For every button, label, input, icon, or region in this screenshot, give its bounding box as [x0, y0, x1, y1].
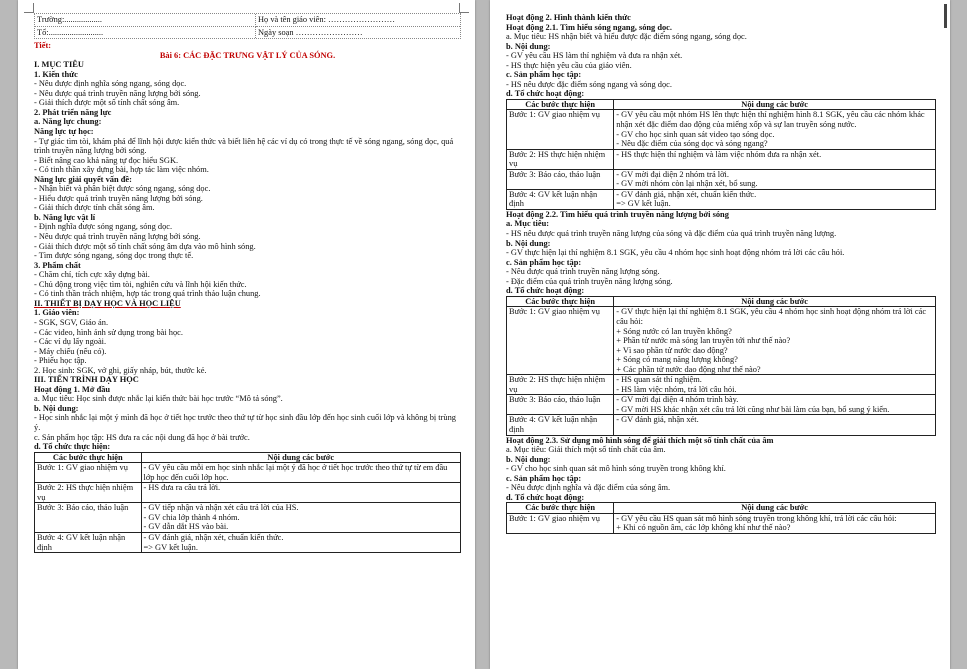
- content-line: - HS quan sát thí nghiệm.: [616, 375, 702, 385]
- text-line: - Có tinh thần trách nhiệm, hợp tác trong quá trình thảo luận chung.: [34, 289, 261, 299]
- text-line: - Các ví dụ lấy ngoài.: [34, 337, 107, 347]
- text-line: a. Mục tiêu:: [506, 219, 550, 229]
- text-line: Năng lực giải quyết vấn đề:: [34, 174, 132, 184]
- table-row: [507, 169, 936, 189]
- content-cell: [614, 513, 936, 533]
- text-line: - GV cho học sinh quan sát mô hình sóng truyền trong không khí.: [506, 464, 726, 474]
- step-cell: Bước 4: GV kết luận nhận định: [35, 532, 142, 552]
- text-line: c. Sản phẩm học tập:: [506, 70, 582, 80]
- step-cell: Bước 2: HS thực hiện nhiệm vụ: [507, 149, 614, 169]
- column-header: Nội dung các bước: [614, 296, 936, 307]
- text-line: - Các video, hình ảnh sử dụng trong bài học.: [34, 327, 183, 337]
- text-line: Năng lực tự học:: [34, 127, 94, 137]
- text-line: - Biết nâng cao khả năng tự đọc hiểu SGK.: [34, 155, 179, 165]
- text-line: d. Tổ chức hoạt động:: [506, 286, 585, 296]
- content-cell: [141, 483, 461, 503]
- content-cell: [614, 149, 936, 169]
- content-line: - HS đưa ra câu trả lời.: [143, 483, 221, 493]
- text-line: a. Mục tiêu: HS nhận biết và hiểu được đặc điểm sóng ngang, sóng dọc.: [506, 32, 747, 42]
- text-line: d. Tổ chức thực hiện:: [34, 442, 111, 452]
- text-line: III. TIẾN TRÌNH DẠY HỌC: [34, 375, 139, 385]
- text-line: - Giải thích được tính chất sóng âm.: [34, 203, 155, 213]
- step-cell: Bước 4: GV kết luận nhận định: [507, 189, 614, 209]
- content-line: - GV đánh giá, nhận xét.: [616, 415, 699, 425]
- text-line: II. THIẾT BỊ DẠY HỌC VÀ HỌC LIỆU: [34, 298, 181, 308]
- content-line: + Phần tử nước mà sóng lan truyền tới như thế nào?: [616, 336, 791, 346]
- table-row: [507, 395, 936, 415]
- text-line: b. Nội dung:: [34, 403, 79, 413]
- text-line: - Phiếu học tập.: [34, 356, 87, 366]
- table-row: [35, 503, 461, 533]
- text-line: Hoạt động 2.1. Tìm hiểu sóng ngang, sóng dọc.: [506, 22, 672, 32]
- school-field: Trường:..................: [35, 14, 256, 27]
- content-cell: [614, 375, 936, 395]
- header-table: [34, 13, 461, 39]
- table-row: [35, 463, 461, 483]
- text-line: b. Nội dung:: [506, 238, 551, 248]
- content-line: - GV mời đại diện 4 nhóm trình bày.: [616, 395, 739, 405]
- activity-section: [506, 436, 936, 534]
- content-line: - HS thực hiện thí nghiệm và làm việc nhóm đưa ra nhận xét.: [616, 149, 822, 159]
- text-line: b. Nội dung:: [506, 454, 551, 464]
- text-line: Hoạt động 2.3. Sử dụng mô hình sóng để giải thích một số tính chất của âm: [506, 435, 774, 445]
- text-line: - Đặc điểm của quá trình truyền năng lượng sóng.: [506, 276, 673, 286]
- step-cell: Bước 3: Báo cáo, thảo luận: [507, 395, 614, 415]
- activity-table: [506, 296, 936, 436]
- content-line: - GV thực hiện lại thí nghiệm 8.1 SGK, yêu cầu 4 nhóm học sinh hoạt động nhóm trả lời các câu hỏi:: [616, 307, 927, 326]
- column-header: Các bước thực hiện: [507, 296, 614, 307]
- content-line: - HS làm việc nhóm, trả lời câu hỏi.: [616, 384, 737, 394]
- column-header: Nội dung các bước: [141, 452, 461, 463]
- step-cell: Bước 1: GV giao nhiệm vụ: [507, 307, 614, 375]
- content-line: - GV đánh giá, nhận xét, chuẩn kiến thức.: [616, 189, 757, 199]
- table-header-row: [507, 99, 936, 110]
- text-line: - Tìm được sóng ngang, sóng dọc trong thực tế.: [34, 251, 194, 261]
- text-line: 2. Học sinh: SGK, vở ghi, giấy nháp, bút, thước kẻ.: [34, 365, 207, 375]
- text-line: Hoạt động 2. Hình thành kiến thức: [506, 13, 631, 22]
- lesson-title: Bài 6: CÁC ĐẶC TRƯNG VẬT LÝ CỦA SÓNG.: [159, 50, 336, 60]
- table-row: [507, 307, 936, 375]
- lesson-label: Tiết:: [34, 41, 52, 51]
- text-line: - Giải thích được một số tính chất sóng âm.: [34, 98, 180, 108]
- content-cell: [614, 395, 936, 415]
- text-line: - Nêu được quá trình truyền năng lượng sóng.: [506, 267, 660, 277]
- text-line: - Hiểu được quá trình truyền năng lượng bởi sóng.: [34, 193, 203, 203]
- content-line: - GV yêu cầu một nhóm HS lên thực hiện thí nghiệm hình 8.1 SGK, yêu cầu các nhóm khác nhận xét đặc điểm dao động của miếng xốp và sự lan truyền sóng nước.: [616, 110, 925, 130]
- content-line: - Nêu đặc điểm của sóng dọc và sóng ngang?: [616, 139, 768, 149]
- content-line: - GV cho học sinh quan sát video tạo sóng dọc.: [616, 129, 775, 139]
- table-row: [35, 532, 461, 552]
- text-line: c. Sản phẩm học tập:: [506, 473, 582, 483]
- text-line: Hoạt động 1. Mở đầu: [34, 384, 111, 394]
- content-line: + Khi có nguồn âm, các lớp không khí như thế nào?: [616, 523, 791, 533]
- content-cell: [614, 189, 936, 209]
- step-cell: Bước 1: GV giao nhiệm vụ: [35, 463, 142, 483]
- content-cell: [614, 110, 936, 149]
- text-line: a. Mục tiêu: Học sinh được nhắc lại kiến thức bài học trước “Mô tả sóng”.: [34, 394, 283, 404]
- group-field: Tổ:..........................: [35, 27, 256, 39]
- text-line: Hoạt động 2.2. Tìm hiểu quá trình truyền năng lượng bởi sóng: [506, 209, 729, 219]
- text-line: 1. Giáo viên:: [34, 308, 80, 318]
- table-row: [507, 189, 936, 209]
- content-line: - GV dẫn dắt HS vào bài.: [143, 522, 229, 532]
- text-line: - Nêu được định nghĩa sóng ngang, sóng dọc.: [34, 79, 187, 89]
- text-line: - HS nêu được đặc điểm sóng ngang và sóng dọc.: [506, 79, 672, 89]
- document-page-left: [18, 0, 475, 669]
- text-line: - Chủ động trong việc tìm tòi, nghiên cứu và lĩnh hội kiến thức.: [34, 279, 247, 289]
- text-line: - Nêu được định nghĩa và đặc điểm của sóng âm.: [506, 483, 671, 493]
- text-line: b. Năng lực vật lí: [34, 212, 96, 222]
- activity-section: [506, 13, 936, 210]
- content-cell: [141, 463, 461, 483]
- text-line: - Nhận biết và phân biệt được sóng ngang, sóng dọc.: [34, 184, 211, 194]
- page-content: [34, 13, 461, 553]
- content-cell: [141, 503, 461, 533]
- text-line: - GV yêu cầu HS làm thí nghiệm và đưa ra nhận xét.: [506, 51, 683, 61]
- text-line: - Chăm chỉ, tích cực xây dựng bài.: [34, 270, 150, 280]
- activity-table: [34, 452, 461, 553]
- left-text-body: [34, 60, 461, 451]
- text-line: - Giải thích được một số tính chất sóng âm dựa vào mô hình sóng.: [34, 241, 256, 251]
- table-row: [507, 110, 936, 149]
- content-line: - GV mời đại diện 2 nhóm trả lời.: [616, 169, 729, 179]
- content-cell: [614, 307, 936, 375]
- table-row: [507, 415, 936, 435]
- column-header: Các bước thực hiện: [507, 503, 614, 514]
- teacher-field: Họ và tên giáo viên: ……………………: [256, 14, 460, 27]
- text-line: - GV thực hiện lại thí nghiệm 8.1 SGK, yêu cầu 4 nhóm học sinh hoạt động nhóm trả lời các câu hỏi.: [506, 248, 845, 258]
- content-line: + Vì sao phần tử nước dao động?: [616, 345, 728, 355]
- content-cell: [614, 415, 936, 435]
- activity-section: [506, 210, 936, 436]
- content-cell: [614, 169, 936, 189]
- content-line: - GV tiếp nhận và nhận xét câu trả lời của HS.: [143, 503, 299, 513]
- content-cell: [141, 532, 461, 552]
- content-line: - GV chia lớp thành 4 nhóm.: [143, 512, 240, 522]
- content-line: + Sóng có mang năng lượng không?: [616, 355, 738, 365]
- content-line: => GV kết luận.: [616, 199, 671, 209]
- activity-table: [506, 99, 936, 210]
- text-line: a. Mục tiêu: Giải thích một số tính chất của âm.: [506, 445, 666, 455]
- text-line: I. MỤC TIÊU: [34, 60, 84, 70]
- text-line: - Nêu được quá trình truyền năng lượng bởi sóng.: [34, 232, 201, 242]
- document-page-right: [490, 0, 950, 669]
- page-content: [506, 13, 936, 534]
- content-line: - GV mời HS khác nhận xét câu trả lời cũng như bài làm của bạn, bổ sung ý kiến.: [616, 404, 890, 414]
- table-row: [507, 149, 936, 169]
- text-line: - Máy chiếu (nếu có).: [34, 346, 107, 356]
- step-cell: Bước 2: HS thực hiện nhiệm vụ: [507, 375, 614, 395]
- column-header: Nội dung các bước: [614, 503, 936, 514]
- table-row: [507, 375, 936, 395]
- table-header-row: [507, 503, 936, 514]
- step-cell: Bước 3: Báo cáo, thảo luận: [507, 169, 614, 189]
- table-header-row: [507, 296, 936, 307]
- activity-table: [506, 502, 936, 534]
- text-line: c. Sản phẩm học tập:: [506, 257, 582, 267]
- crop-mark: [459, 3, 469, 13]
- content-line: - GV yêu cầu mỗi em học sinh nhắc lại một ý đã học ở tiết học trước theo thứ tự từ em đầu lớp học đến cuối lớp học.: [143, 463, 448, 482]
- text-line: c. Sản phẩm học tập: HS đưa ra các nội dung đã học ở bài trước.: [34, 432, 250, 442]
- text-line: - Có tinh thần xây dựng bài, hợp tác làm việc nhóm.: [34, 165, 209, 175]
- step-cell: Bước 3: Báo cáo, thảo luận: [35, 503, 142, 533]
- content-line: - GV đánh giá, nhận xét, chuẩn kiến thức.: [143, 532, 284, 542]
- text-line: - SGK, SGV, Giáo án.: [34, 317, 109, 327]
- text-line: - Tự giác tìm tòi, khám phá để lĩnh hội được kiến thức và biết liên hệ các ví dụ có trong thực tế về sóng ngang, sóng dọc, quá trình truyền năng lượng bởi sóng.: [34, 136, 454, 156]
- table-header-row: [35, 452, 461, 463]
- text-line: - Nêu được quá trình truyền năng lượng bởi sóng.: [34, 88, 201, 98]
- step-cell: Bước 4: GV kết luận nhận định: [507, 415, 614, 435]
- step-cell: Bước 1: GV giao nhiệm vụ: [507, 513, 614, 533]
- content-line: => GV kết luận.: [143, 542, 198, 552]
- table-row: [35, 483, 461, 503]
- crop-mark: [24, 3, 34, 13]
- column-header: Các bước thực hiện: [507, 99, 614, 110]
- content-line: - GV yêu cầu HS quan sát mô hình sóng truyền trong không khí, trả lời các câu hỏi:: [616, 513, 897, 523]
- text-line: 3. Phẩm chất: [34, 260, 81, 270]
- content-line: - GV mời nhóm còn lại nhận xét, bổ sung.: [616, 179, 758, 189]
- scrollbar[interactable]: [944, 4, 947, 28]
- text-line: - HS thực hiện yêu cầu của giáo viên.: [506, 60, 632, 70]
- text-line: a. Năng lực chung:: [34, 117, 102, 127]
- text-line: - Định nghĩa được sóng ngang, sóng dọc.: [34, 222, 173, 232]
- date-field: Ngày soạn ……………………: [258, 27, 363, 37]
- text-line: 1. Kiến thức: [34, 69, 78, 79]
- table-row: [507, 513, 936, 533]
- column-header: Các bước thực hiện: [35, 452, 142, 463]
- text-line: - HS nêu được quá trình truyền năng lượng của sóng và đặc điểm của quá trình truyền năng lượng.: [506, 229, 837, 239]
- text-line: - Học sinh nhắc lại một ý mình đã học ở tiết học trước theo thứ tự từ học sinh đầu lớp đến học sinh cuối lớp và không bị trùng ý.: [34, 413, 456, 432]
- content-line: + Các phần tử nước dao động như thế nào?: [616, 364, 761, 374]
- text-line: d. Tổ chức hoạt động:: [506, 89, 585, 99]
- text-line: 2. Phát triển năng lực: [34, 107, 112, 117]
- step-cell: Bước 2: HS thực hiện nhiệm vụ: [35, 483, 142, 503]
- column-header: Nội dung các bước: [614, 99, 936, 110]
- step-cell: Bước 1: GV giao nhiệm vụ: [507, 110, 614, 149]
- content-line: + Sóng nước có lan truyền không?: [616, 326, 732, 336]
- text-line: d. Tổ chức hoạt động:: [506, 492, 585, 502]
- text-line: b. Nội dung:: [506, 41, 551, 51]
